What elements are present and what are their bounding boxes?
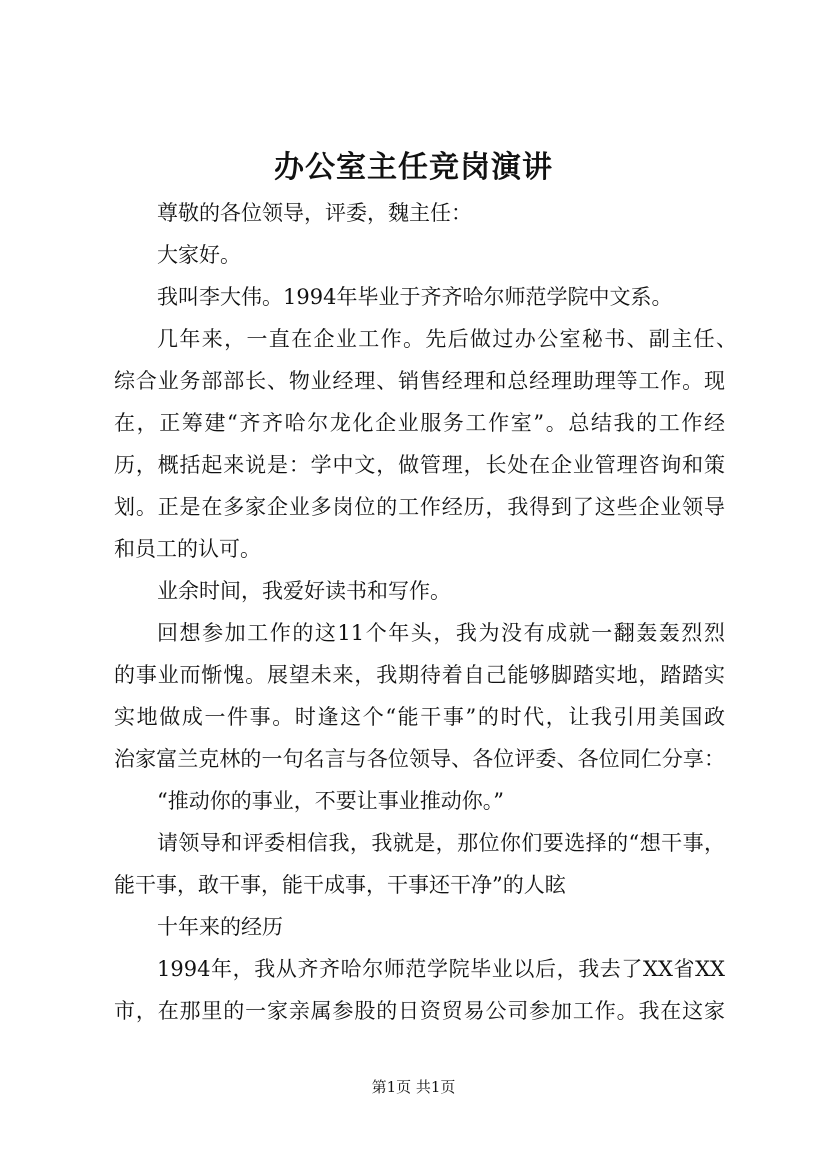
paragraph-line: 我叫李大伟。1994年毕业于齐齐哈尔师范学院中文系。 [157,285,673,309]
paragraph-line: 划。正是在多家企业多岗位的工作经历，我得到了这些企业领导 [114,495,725,519]
paragraph-line: 的事业而惭愧。展望未来，我期待着自己能够脚踏实地，踏踏实 [114,663,725,687]
paragraph-line: 历，概括起来说是：学中文，做管理，长处在企业管理咨询和策 [114,453,725,477]
paragraph-line: 回想参加工作的这11个年头，我为没有成就一翻轰轰烈烈 [157,621,725,645]
paragraph-line: 请领导和评委相信我，我就是，那位你们要选择的“想干事， [157,831,725,855]
paragraph-line: “推动你的事业，不要让事业推动你。” [157,789,504,813]
paragraph-line: 几年来，一直在企业工作。先后做过办公室秘书、副主任、 [157,327,737,351]
paragraph-line: 在，正筹建“齐齐哈尔龙化企业服务工作室”。总结我的工作经 [114,411,725,435]
paragraph-line: 业余时间，我爱好读书和写作。 [157,579,451,603]
document-title: 办公室主任竞岗演讲 [274,150,553,185]
paragraph-line: 实地做成一件事。时逢这个“能干事”的时代，让我引用美国政 [114,705,725,729]
paragraph-line: 综合业务部部长、物业经理、销售经理和总经理助理等工作。现 [114,369,725,393]
paragraph-line: 1994年，我从齐齐哈尔师范学院毕业以后，我去了XX省XX [157,957,725,981]
paragraph-line: 大家好。 [157,243,241,267]
paragraph-line: 能干事，敢干事，能干成事，干事还干净”的人眩 [114,873,566,897]
paragraph-line: 和员工的认可。 [114,537,261,561]
section-heading: 十年来的经历 [157,915,283,939]
page-footer: 第1页 共1页 [371,1078,456,1096]
paragraph-line: 尊敬的各位领导，评委，魏主任： [157,201,472,225]
paragraph-line: 治家富兰克林的一句名言与各位领导、各位评委、各位同仁分享： [114,747,725,771]
paragraph-line: 市，在那里的一家亲属参股的日资贸易公司参加工作。我在这家 [114,999,725,1023]
